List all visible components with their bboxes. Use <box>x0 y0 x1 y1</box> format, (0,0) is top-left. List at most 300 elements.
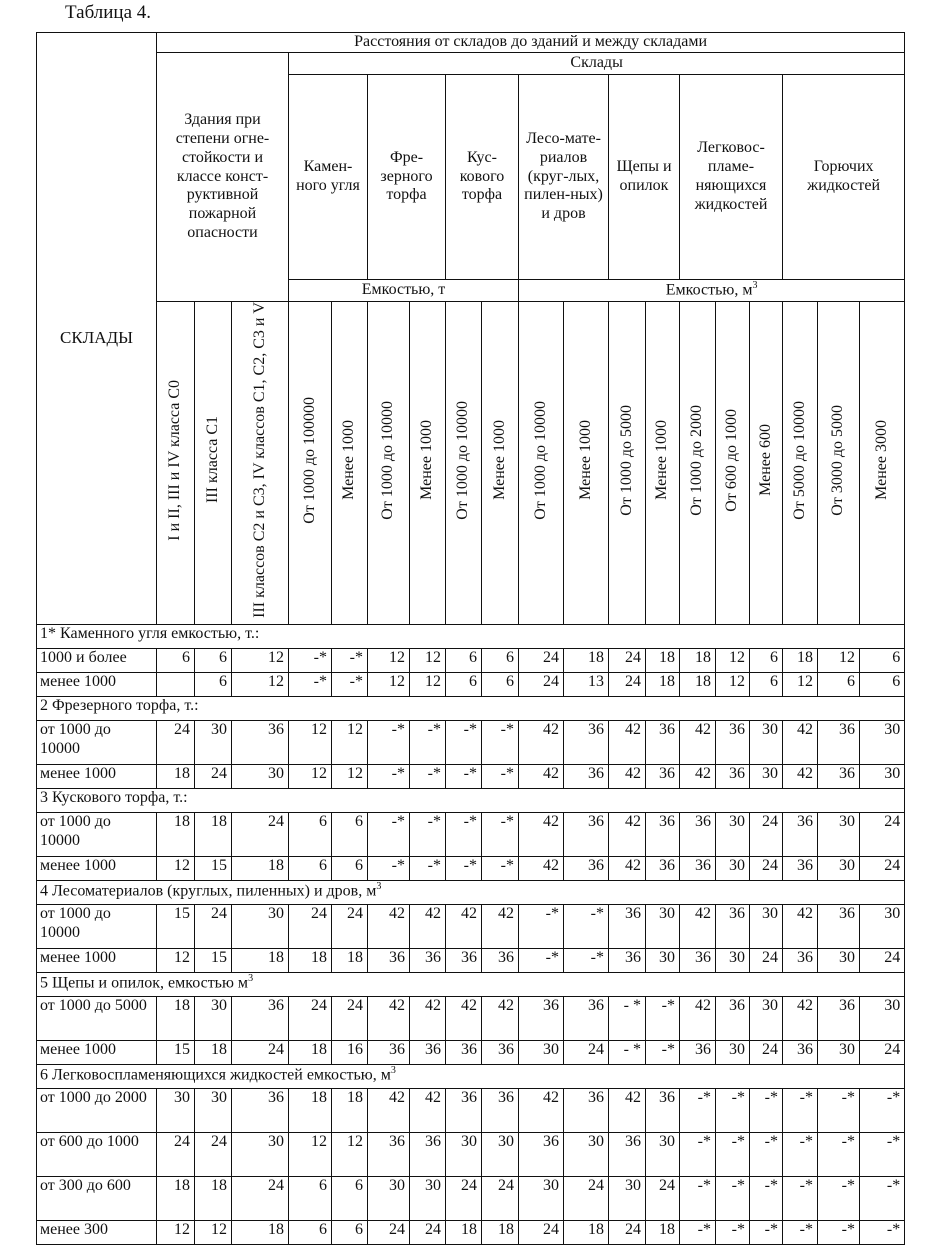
table-row <box>37 812 905 856</box>
table-row <box>37 948 905 972</box>
table-cell: 30 <box>368 1176 410 1220</box>
subheader-col-12 <box>609 302 646 625</box>
table-cell: 24 <box>519 648 564 672</box>
table-cell: -* <box>446 764 482 788</box>
row-label: менее 1000 <box>37 764 157 788</box>
table-cell: 36 <box>519 1132 564 1176</box>
table-cell: -* <box>783 1132 818 1176</box>
table-cell: 12 <box>195 1220 232 1244</box>
table-cell: 42 <box>519 856 564 880</box>
section-row <box>37 1064 905 1088</box>
subheader-label: От 1000 до 100000 <box>300 396 318 524</box>
subheader-label: Менее 1000 <box>653 419 671 500</box>
table-cell: 6 <box>157 648 195 672</box>
table-cell: -* <box>368 812 410 856</box>
distance-table <box>36 32 905 1245</box>
table-cell: 18 <box>232 856 289 880</box>
table-cell: 36 <box>609 948 646 972</box>
table-cell: 24 <box>860 856 905 880</box>
table-cell: -* <box>818 1176 860 1220</box>
table-cell: 36 <box>519 996 564 1040</box>
table-cell: 36 <box>564 996 609 1040</box>
table-cell: 24 <box>860 1040 905 1064</box>
section-title <box>37 788 905 812</box>
table-cell: 42 <box>410 1088 446 1132</box>
table-cell: 18 <box>195 812 232 856</box>
subheader-label: Менее 600 <box>756 423 774 496</box>
table-cell: -* <box>818 1132 860 1176</box>
table-cell: 30 <box>232 764 289 788</box>
table-cell: 36 <box>716 996 750 1040</box>
subheader-col-14 <box>680 302 716 625</box>
table-cell: 30 <box>646 1132 680 1176</box>
table-cell: 18 <box>564 648 609 672</box>
table-cell: -* <box>446 812 482 856</box>
table-cell: -* <box>519 904 564 948</box>
table-cell: -* <box>716 1132 750 1176</box>
table-cell: -* <box>410 720 446 764</box>
table-cell: 6 <box>195 648 232 672</box>
table-cell: 6 <box>332 812 368 856</box>
table-row <box>37 672 905 696</box>
subheader-col-3 <box>232 302 289 625</box>
table-cell: -* <box>716 1176 750 1220</box>
table-row <box>37 720 905 764</box>
table-cell: 42 <box>680 996 716 1040</box>
table-cell: 36 <box>232 720 289 764</box>
table-cell: -* <box>332 648 368 672</box>
section-row <box>37 972 905 996</box>
table-cell: 36 <box>818 764 860 788</box>
subheader-col-10 <box>519 302 564 625</box>
table-cell: 15 <box>195 856 232 880</box>
section-title <box>37 880 905 904</box>
table-cell: -* <box>680 1176 716 1220</box>
table-cell: 36 <box>609 904 646 948</box>
subheader-label: III класса С1 <box>203 416 221 504</box>
header-timber: Лесо-мате-риалов (круг-лых, пилен-ных) и дров <box>519 75 609 280</box>
header-coal: Камен-ного угля <box>289 75 368 280</box>
table-cell: 12 <box>410 672 446 696</box>
table-cell: 18 <box>646 648 680 672</box>
table-cell: 36 <box>232 996 289 1040</box>
table-cell: 36 <box>446 1040 482 1064</box>
table-cell: 6 <box>332 1220 368 1244</box>
table-cell: 42 <box>368 904 410 948</box>
table-cell: 24 <box>232 812 289 856</box>
subheader-col-6 <box>368 302 410 625</box>
table-cell: -* <box>446 856 482 880</box>
table-cell: 18 <box>482 1220 519 1244</box>
table-cell: -* <box>446 720 482 764</box>
table-cell: 42 <box>609 856 646 880</box>
table-cell: -* <box>332 672 368 696</box>
table-cell: 24 <box>609 1220 646 1244</box>
subheader-label: От 1000 до 10000 <box>379 400 397 520</box>
subheader-label: Менее 1000 <box>340 419 358 500</box>
subheader-label: От 3000 до 5000 <box>829 404 847 516</box>
table-cell: 6 <box>289 856 332 880</box>
table-body <box>37 624 905 1244</box>
table-cell: -* <box>750 1088 783 1132</box>
table-cell: 36 <box>410 948 446 972</box>
table-cell: 6 <box>750 648 783 672</box>
table-cell: 30 <box>195 996 232 1040</box>
table-cell: 30 <box>195 720 232 764</box>
section-title-sup: 3 <box>376 880 382 892</box>
table-cell: 13 <box>564 672 609 696</box>
table-cell: 30 <box>818 948 860 972</box>
section-row <box>37 788 905 812</box>
table-cell: 6 <box>860 648 905 672</box>
subheader-label: От 1000 до 10000 <box>454 400 472 520</box>
row-label: от 600 до 1000 <box>37 1132 157 1176</box>
table-cell: 6 <box>332 1176 368 1220</box>
table-cell: -* <box>482 856 519 880</box>
subheader-col-15 <box>716 302 750 625</box>
table-cell: 24 <box>750 948 783 972</box>
table-cell: 42 <box>410 904 446 948</box>
table-cell: 42 <box>680 764 716 788</box>
table-cell: 36 <box>368 1132 410 1176</box>
section-row <box>37 696 905 720</box>
table-cell: 24 <box>232 1176 289 1220</box>
table-row <box>37 648 905 672</box>
table-cell: 36 <box>232 1088 289 1132</box>
subheader-col-17 <box>783 302 818 625</box>
section-title <box>37 696 905 720</box>
section-title-text: 6 Легковоспламеняющихся жидкостей емкостью, м <box>40 1066 391 1084</box>
table-cell: 18 <box>195 1040 232 1064</box>
subheader-col-2 <box>195 302 232 625</box>
table-cell: 42 <box>680 720 716 764</box>
table-cell: -* <box>716 1220 750 1244</box>
table-cell: 12 <box>818 648 860 672</box>
table-cell: 36 <box>783 812 818 856</box>
table-cell: 30 <box>750 904 783 948</box>
table-cell: 15 <box>157 904 195 948</box>
table-cell: 15 <box>195 948 232 972</box>
table-cell: -* <box>680 1132 716 1176</box>
section-title-text: 1* Каменного угля емкостью, т.: <box>40 624 260 642</box>
table-cell: 15 <box>157 1040 195 1064</box>
table-cell: 24 <box>609 672 646 696</box>
table-cell: 24 <box>646 1176 680 1220</box>
section-title-text: 4 Лесоматериалов (круглых, пиленных) и дров, м <box>40 882 377 900</box>
table-cell: 24 <box>195 764 232 788</box>
table-cell: -* <box>519 948 564 972</box>
table-cell: -* <box>750 1220 783 1244</box>
table-cell: 12 <box>332 720 368 764</box>
table-cell: -* <box>482 812 519 856</box>
table-cell: 36 <box>482 948 519 972</box>
subheader-col-5 <box>332 302 368 625</box>
row-label: 1000 и более <box>37 648 157 672</box>
table-cell: 36 <box>564 856 609 880</box>
table-cell: 24 <box>332 904 368 948</box>
row-label: менее 1000 <box>37 672 157 696</box>
table-row <box>37 856 905 880</box>
table-cell: 18 <box>332 1088 368 1132</box>
table-cell: - * <box>609 996 646 1040</box>
table-cell: 42 <box>482 904 519 948</box>
table-cell: -* <box>646 996 680 1040</box>
table-cell: 36 <box>564 720 609 764</box>
table-cell: -* <box>716 1088 750 1132</box>
table-cell: 24 <box>289 996 332 1040</box>
table-cell: 36 <box>368 1040 410 1064</box>
row-label: от 1000 до 10000 <box>37 904 157 948</box>
table-cell: 36 <box>818 720 860 764</box>
row-label: менее 1000 <box>37 856 157 880</box>
table-cell: 6 <box>289 1220 332 1244</box>
table-cell: 12 <box>368 648 410 672</box>
table-cell: 6 <box>750 672 783 696</box>
section-title-sup: 3 <box>390 1064 396 1076</box>
section-title-text: 5 Щепы и опилок, емкостью м <box>40 974 249 992</box>
row-label: менее 300 <box>37 1220 157 1244</box>
table-cell: -* <box>410 856 446 880</box>
subheader-label: III классов С2 и С3, IV классов С1, С2, С3 и V <box>250 302 268 618</box>
table-row <box>37 1176 905 1220</box>
table-cell: 36 <box>716 720 750 764</box>
table-cell: 12 <box>232 672 289 696</box>
table-cell: 36 <box>680 856 716 880</box>
subheader-col-18 <box>818 302 860 625</box>
table-cell: 6 <box>195 672 232 696</box>
table-cell: 24 <box>446 1176 482 1220</box>
section-title <box>37 1064 905 1088</box>
table-cell: 36 <box>482 1088 519 1132</box>
table-cell: 24 <box>232 1040 289 1064</box>
table-cell: -* <box>646 1040 680 1064</box>
table-cell: -* <box>368 856 410 880</box>
section-title-text: 3 Кускового торфа, т.: <box>40 788 188 806</box>
table-row <box>37 1040 905 1064</box>
table-cell: 36 <box>482 1040 519 1064</box>
table-cell: 30 <box>609 1176 646 1220</box>
table-cell: -* <box>783 1088 818 1132</box>
section-row <box>37 880 905 904</box>
section-title <box>37 972 905 996</box>
table-cell: 24 <box>157 1132 195 1176</box>
table-cell: 36 <box>446 1088 482 1132</box>
table-cell: 18 <box>232 1220 289 1244</box>
table-cell: 18 <box>783 648 818 672</box>
table-cell: 42 <box>519 1088 564 1132</box>
table-cell: 30 <box>860 996 905 1040</box>
table-cell: 12 <box>232 648 289 672</box>
table-cell: 24 <box>482 1176 519 1220</box>
table-cell: - * <box>609 1040 646 1064</box>
table-cell: -* <box>289 648 332 672</box>
table-cell: -* <box>680 1088 716 1132</box>
table-cell: 12 <box>332 764 368 788</box>
table-cell: 12 <box>157 856 195 880</box>
table-cell: 6 <box>482 648 519 672</box>
table-cell: -* <box>783 1176 818 1220</box>
table-cell: 30 <box>750 764 783 788</box>
table-cell: 30 <box>860 904 905 948</box>
table-cell: 18 <box>680 672 716 696</box>
table-cell: 6 <box>446 672 482 696</box>
table-cell: 6 <box>289 1176 332 1220</box>
table-row <box>37 764 905 788</box>
table-cell: 6 <box>446 648 482 672</box>
table-cell: -* <box>750 1176 783 1220</box>
table-cell: 18 <box>564 1220 609 1244</box>
table-cell: 42 <box>446 996 482 1040</box>
table-cell: 30 <box>716 812 750 856</box>
table-cell: 6 <box>860 672 905 696</box>
subheader-label: Менее 1000 <box>490 419 508 500</box>
table-cell: -* <box>818 1220 860 1244</box>
table-cell: 18 <box>646 672 680 696</box>
table-cell: 36 <box>680 948 716 972</box>
table-cell: 36 <box>716 764 750 788</box>
table-row <box>37 1220 905 1244</box>
table-cell: 24 <box>410 1220 446 1244</box>
table-cell: 12 <box>783 672 818 696</box>
table-cell: -* <box>860 1132 905 1176</box>
table-cell: 24 <box>609 648 646 672</box>
table-cell: 30 <box>860 720 905 764</box>
table-cell: 36 <box>446 948 482 972</box>
table-cell: 18 <box>157 812 195 856</box>
table-cell: 18 <box>232 948 289 972</box>
table-cell: 24 <box>750 812 783 856</box>
table-cell: -* <box>860 1220 905 1244</box>
table-cell: 18 <box>289 1040 332 1064</box>
table-header <box>37 33 905 625</box>
table-cell: 30 <box>482 1132 519 1176</box>
table-cell: 24 <box>750 856 783 880</box>
table-cell: 42 <box>609 720 646 764</box>
table-cell: -* <box>860 1176 905 1220</box>
table-cell: 24 <box>332 996 368 1040</box>
table-cell: -* <box>680 1220 716 1244</box>
table-cell: 42 <box>680 904 716 948</box>
header-capacity-tonnes: Емкостью, т <box>289 280 519 302</box>
header-buildings: Здания при степени огне-стойкости и классе конст-руктивной пожарной опасности <box>157 53 289 302</box>
table-cell: 30 <box>646 948 680 972</box>
table-cell: 36 <box>646 1088 680 1132</box>
table-cell: 36 <box>564 812 609 856</box>
table-cell: 18 <box>157 764 195 788</box>
table-cell: 30 <box>232 1132 289 1176</box>
table-cell: -* <box>482 720 519 764</box>
table-cell: 30 <box>750 996 783 1040</box>
table-cell: 24 <box>195 904 232 948</box>
table-cell: -* <box>860 1088 905 1132</box>
header-milled-peat: Фре-зерного торфа <box>368 75 446 280</box>
table-cell: -* <box>482 764 519 788</box>
table-cell: 18 <box>332 948 368 972</box>
table-cell: 30 <box>716 948 750 972</box>
table-cell: 12 <box>410 648 446 672</box>
subheader-label: Менее 1000 <box>576 419 594 500</box>
table-cell: 36 <box>716 904 750 948</box>
table-cell <box>157 672 195 696</box>
section-row <box>37 624 905 648</box>
table-cell: 18 <box>446 1220 482 1244</box>
table-cell: 30 <box>750 720 783 764</box>
table-cell: 42 <box>519 720 564 764</box>
table-cell: 24 <box>750 1040 783 1064</box>
table-cell: 36 <box>646 720 680 764</box>
table-cell: 12 <box>289 764 332 788</box>
table-cell: -* <box>564 904 609 948</box>
table-cell: 30 <box>818 1040 860 1064</box>
subheader-label: От 5000 до 10000 <box>790 400 808 520</box>
table-cell: 36 <box>783 1040 818 1064</box>
table-cell: 36 <box>680 812 716 856</box>
header-lump-peat: Кус-кового торфа <box>446 75 519 280</box>
table-cell: 12 <box>716 672 750 696</box>
table-cell: 18 <box>289 948 332 972</box>
table-cell: 36 <box>564 1088 609 1132</box>
table-row <box>37 1088 905 1132</box>
table-cell: 30 <box>157 1088 195 1132</box>
table-cell: 30 <box>519 1176 564 1220</box>
table-cell: 24 <box>564 1176 609 1220</box>
subheader-label: Менее 1000 <box>418 419 436 500</box>
table-cell: -* <box>289 672 332 696</box>
table-cell: 12 <box>716 648 750 672</box>
row-label: от 300 до 600 <box>37 1176 157 1220</box>
header-capacity-m3-sup: 3 <box>752 280 758 292</box>
header-subcolumns <box>37 302 905 625</box>
header-group: Расстояния от складов до зданий и между складами <box>157 33 905 53</box>
table-cell: 36 <box>564 764 609 788</box>
row-label: менее 1000 <box>37 1040 157 1064</box>
table-cell: 42 <box>446 904 482 948</box>
table-cell: 36 <box>609 1132 646 1176</box>
table-cell: 18 <box>289 1088 332 1132</box>
subheader-label: I и II, III и IV класса С0 <box>166 379 184 541</box>
table-cell: -* <box>410 812 446 856</box>
table-cell: 42 <box>410 996 446 1040</box>
table-cell: 16 <box>332 1040 368 1064</box>
table-cell: 30 <box>860 764 905 788</box>
row-label: от 1000 до 2000 <box>37 1088 157 1132</box>
table-cell: 42 <box>783 764 818 788</box>
subheader-col-8 <box>446 302 482 625</box>
table-cell: -* <box>368 720 410 764</box>
table-cell: 12 <box>157 1220 195 1244</box>
table-cell: 36 <box>646 856 680 880</box>
table-cell: 24 <box>860 948 905 972</box>
table-cell: -* <box>750 1132 783 1176</box>
table-cell: 30 <box>646 904 680 948</box>
table-caption: Таблица 4. <box>65 2 152 23</box>
table-cell: -* <box>368 764 410 788</box>
table-cell: 24 <box>195 1132 232 1176</box>
table-cell: 42 <box>783 996 818 1040</box>
subheader-label: От 600 до 1000 <box>723 408 741 512</box>
table-cell: 30 <box>716 856 750 880</box>
table-cell: -* <box>783 1220 818 1244</box>
subheader-col-1 <box>157 302 195 625</box>
table-cell: 30 <box>195 1088 232 1132</box>
table-cell: 36 <box>783 856 818 880</box>
table-cell: 24 <box>519 672 564 696</box>
table-cell: 42 <box>609 764 646 788</box>
table-cell: 18 <box>157 996 195 1040</box>
header-capacity-m3-text: Емкостью, м <box>665 281 753 299</box>
table-cell: 30 <box>410 1176 446 1220</box>
table-cell: 24 <box>289 904 332 948</box>
